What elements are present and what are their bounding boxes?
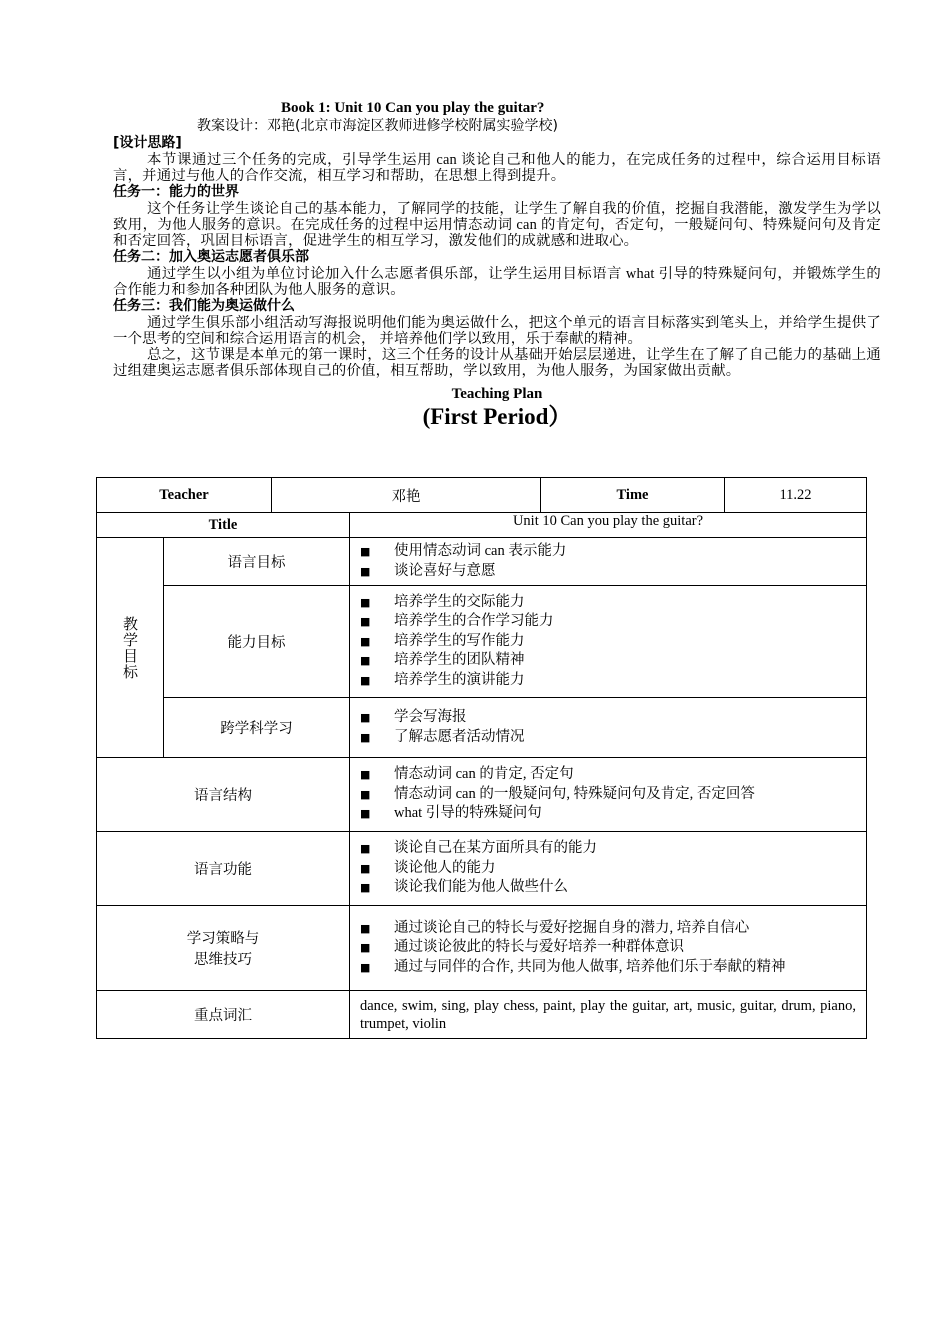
vocab-label: 重点词汇 bbox=[97, 991, 350, 1039]
title-value: Unit 10 Can you play the guitar? bbox=[350, 513, 867, 538]
language-goal-list bbox=[350, 538, 867, 586]
ability-goal-row bbox=[97, 586, 867, 698]
list-item: ■ 谈论自己在某方面所具有的能力 bbox=[360, 840, 597, 857]
title-label: Title bbox=[97, 513, 350, 538]
plan-title: Teaching Plan bbox=[451, 386, 543, 402]
list-item: ■ 培养学生的演讲能力 bbox=[360, 671, 525, 688]
structure-label: 语言结构 bbox=[97, 758, 350, 832]
function-row bbox=[97, 832, 867, 906]
task2-heading: 任务二：加入奥运志愿者俱乐部 bbox=[113, 249, 309, 265]
list-item: ■ 了解志愿者活动情况 bbox=[360, 728, 525, 745]
list-item: ■ 谈论我们能为他人做些什么 bbox=[360, 879, 568, 896]
cross-row bbox=[97, 698, 867, 758]
summary-text: 总之，这节课是本单元的第一课时，这三个任务的设计从基础开始层层递进，让学生在了解了自己能力的基础上通过组建奥运志愿者俱乐部体现自己的价值，相互帮助，学以致用，为他人服务，为国家做出贡献。 bbox=[113, 347, 881, 379]
list-item: ■ 情态动词 can 的一般疑问句, 特殊疑问句及肯定, 否定回答 bbox=[360, 785, 755, 802]
vocab-value: dance, swim, sing, play chess, paint, play the guitar, art, music, guitar, drum, piano, trumpet, violin bbox=[350, 991, 867, 1039]
structure-list bbox=[350, 758, 867, 832]
language-goal-row bbox=[97, 538, 867, 586]
document-body bbox=[113, 100, 881, 431]
vocab-row bbox=[97, 991, 867, 1039]
design-heading: [设计思路] bbox=[113, 135, 182, 151]
list-item: ■ 通过与同伴的合作, 共同为他人做事, 培养他们乐于奉献的精神 bbox=[360, 958, 786, 975]
task3-text: 通过学生俱乐部小组活动写海报说明他们能为奥运做什么，把这个单元的语言目标落实到笔头上，并给学生提供了一个思考的空间和综合运用语言的机会， 并培养他们学以致用，乐于奉献的精神。 bbox=[113, 315, 881, 347]
list-item: ■ 谈论喜好与意愿 bbox=[360, 562, 496, 579]
teacher-value: 邓艳 bbox=[272, 478, 541, 513]
objectives-label-cell bbox=[97, 538, 164, 758]
teacher-row bbox=[97, 478, 867, 513]
list-item: ■ 学会写海报 bbox=[360, 709, 467, 725]
strategy-label: 学习策略与 思维技巧 bbox=[97, 906, 350, 991]
list-item: ■ 使用情态动词 can 表示能力 bbox=[360, 543, 567, 559]
design-intro: 本节课通过三个任务的完成，引导学生运用 can 谈论自己和他人的能力，在完成任务的过程中，综合运用目标语言，并通过与他人的合作交流，相互学习和帮助，在思想上得到提升。 bbox=[113, 152, 881, 184]
function-list bbox=[350, 832, 867, 906]
time-value: 11.22 bbox=[725, 478, 867, 513]
cross-list bbox=[350, 698, 867, 758]
strategy-list bbox=[350, 906, 867, 991]
list-item: ■ what 引导的特殊疑问句 bbox=[360, 805, 542, 822]
list-item: ■ 通过谈论自己的特长与爱好挖掘自身的潜力, 培养自信心 bbox=[360, 919, 750, 936]
language-goal-label: 语言目标 bbox=[164, 538, 350, 586]
list-item: ■ 培养学生的合作学习能力 bbox=[360, 613, 554, 630]
list-item: ■ 通过谈论彼此的特长与爱好培养一种群体意识 bbox=[360, 939, 684, 956]
list-item: ■ 培养学生的交际能力 bbox=[360, 593, 525, 610]
ability-goal-label: 能力目标 bbox=[164, 586, 350, 698]
time-label: Time bbox=[541, 478, 725, 513]
strategy-row bbox=[97, 906, 867, 991]
author-line: 教案设计：邓艳(北京市海淀区教师进修学校附属实验学校) bbox=[197, 118, 558, 134]
list-item: ■ 培养学生的团队精神 bbox=[360, 652, 525, 669]
task3-heading: 任务三：我们能为奥运做什么 bbox=[113, 298, 295, 314]
teacher-label: Teacher bbox=[97, 478, 272, 513]
ability-goal-list bbox=[350, 586, 867, 698]
plan-subtitle: (First Period） bbox=[422, 404, 572, 429]
structure-row bbox=[97, 758, 867, 832]
teaching-plan-table bbox=[96, 477, 867, 1039]
function-label: 语言功能 bbox=[97, 832, 350, 906]
task1-heading: 任务一：能力的世界 bbox=[113, 184, 239, 200]
list-item: ■ 谈论他人的能力 bbox=[360, 859, 496, 876]
list-item: ■ 情态动词 can 的肯定, 否定句 bbox=[360, 766, 574, 783]
task2-text: 通过学生以小组为单位讨论加入什么志愿者俱乐部，让学生运用目标语言 what 引导的特殊疑问句，并锻炼学生的合作能力和参加各种团队为他人服务的意识。 bbox=[113, 266, 881, 298]
list-item: ■ 培养学生的写作能力 bbox=[360, 632, 525, 649]
cross-label: 跨学科学习 bbox=[164, 698, 350, 758]
lesson-title: Book 1: Unit 10 Can you play the guitar? bbox=[281, 100, 545, 116]
objectives-label: 教 学 目 标 bbox=[123, 614, 139, 681]
task1-text: 这个任务让学生谈论自己的基本能力，了解同学的技能，让学生了解自我的价值，挖掘自我潜能，激发学生为学以致用，为他人服务的意识。在完成任务的过程中运用情态动词 can 的肯定句，否定句，一般疑问句、特殊疑问句及肯定和否定回答，巩固目标语言，促进学生的相互学习，激发他们的成就感和进取心。 bbox=[113, 201, 881, 249]
title-row bbox=[97, 513, 867, 538]
